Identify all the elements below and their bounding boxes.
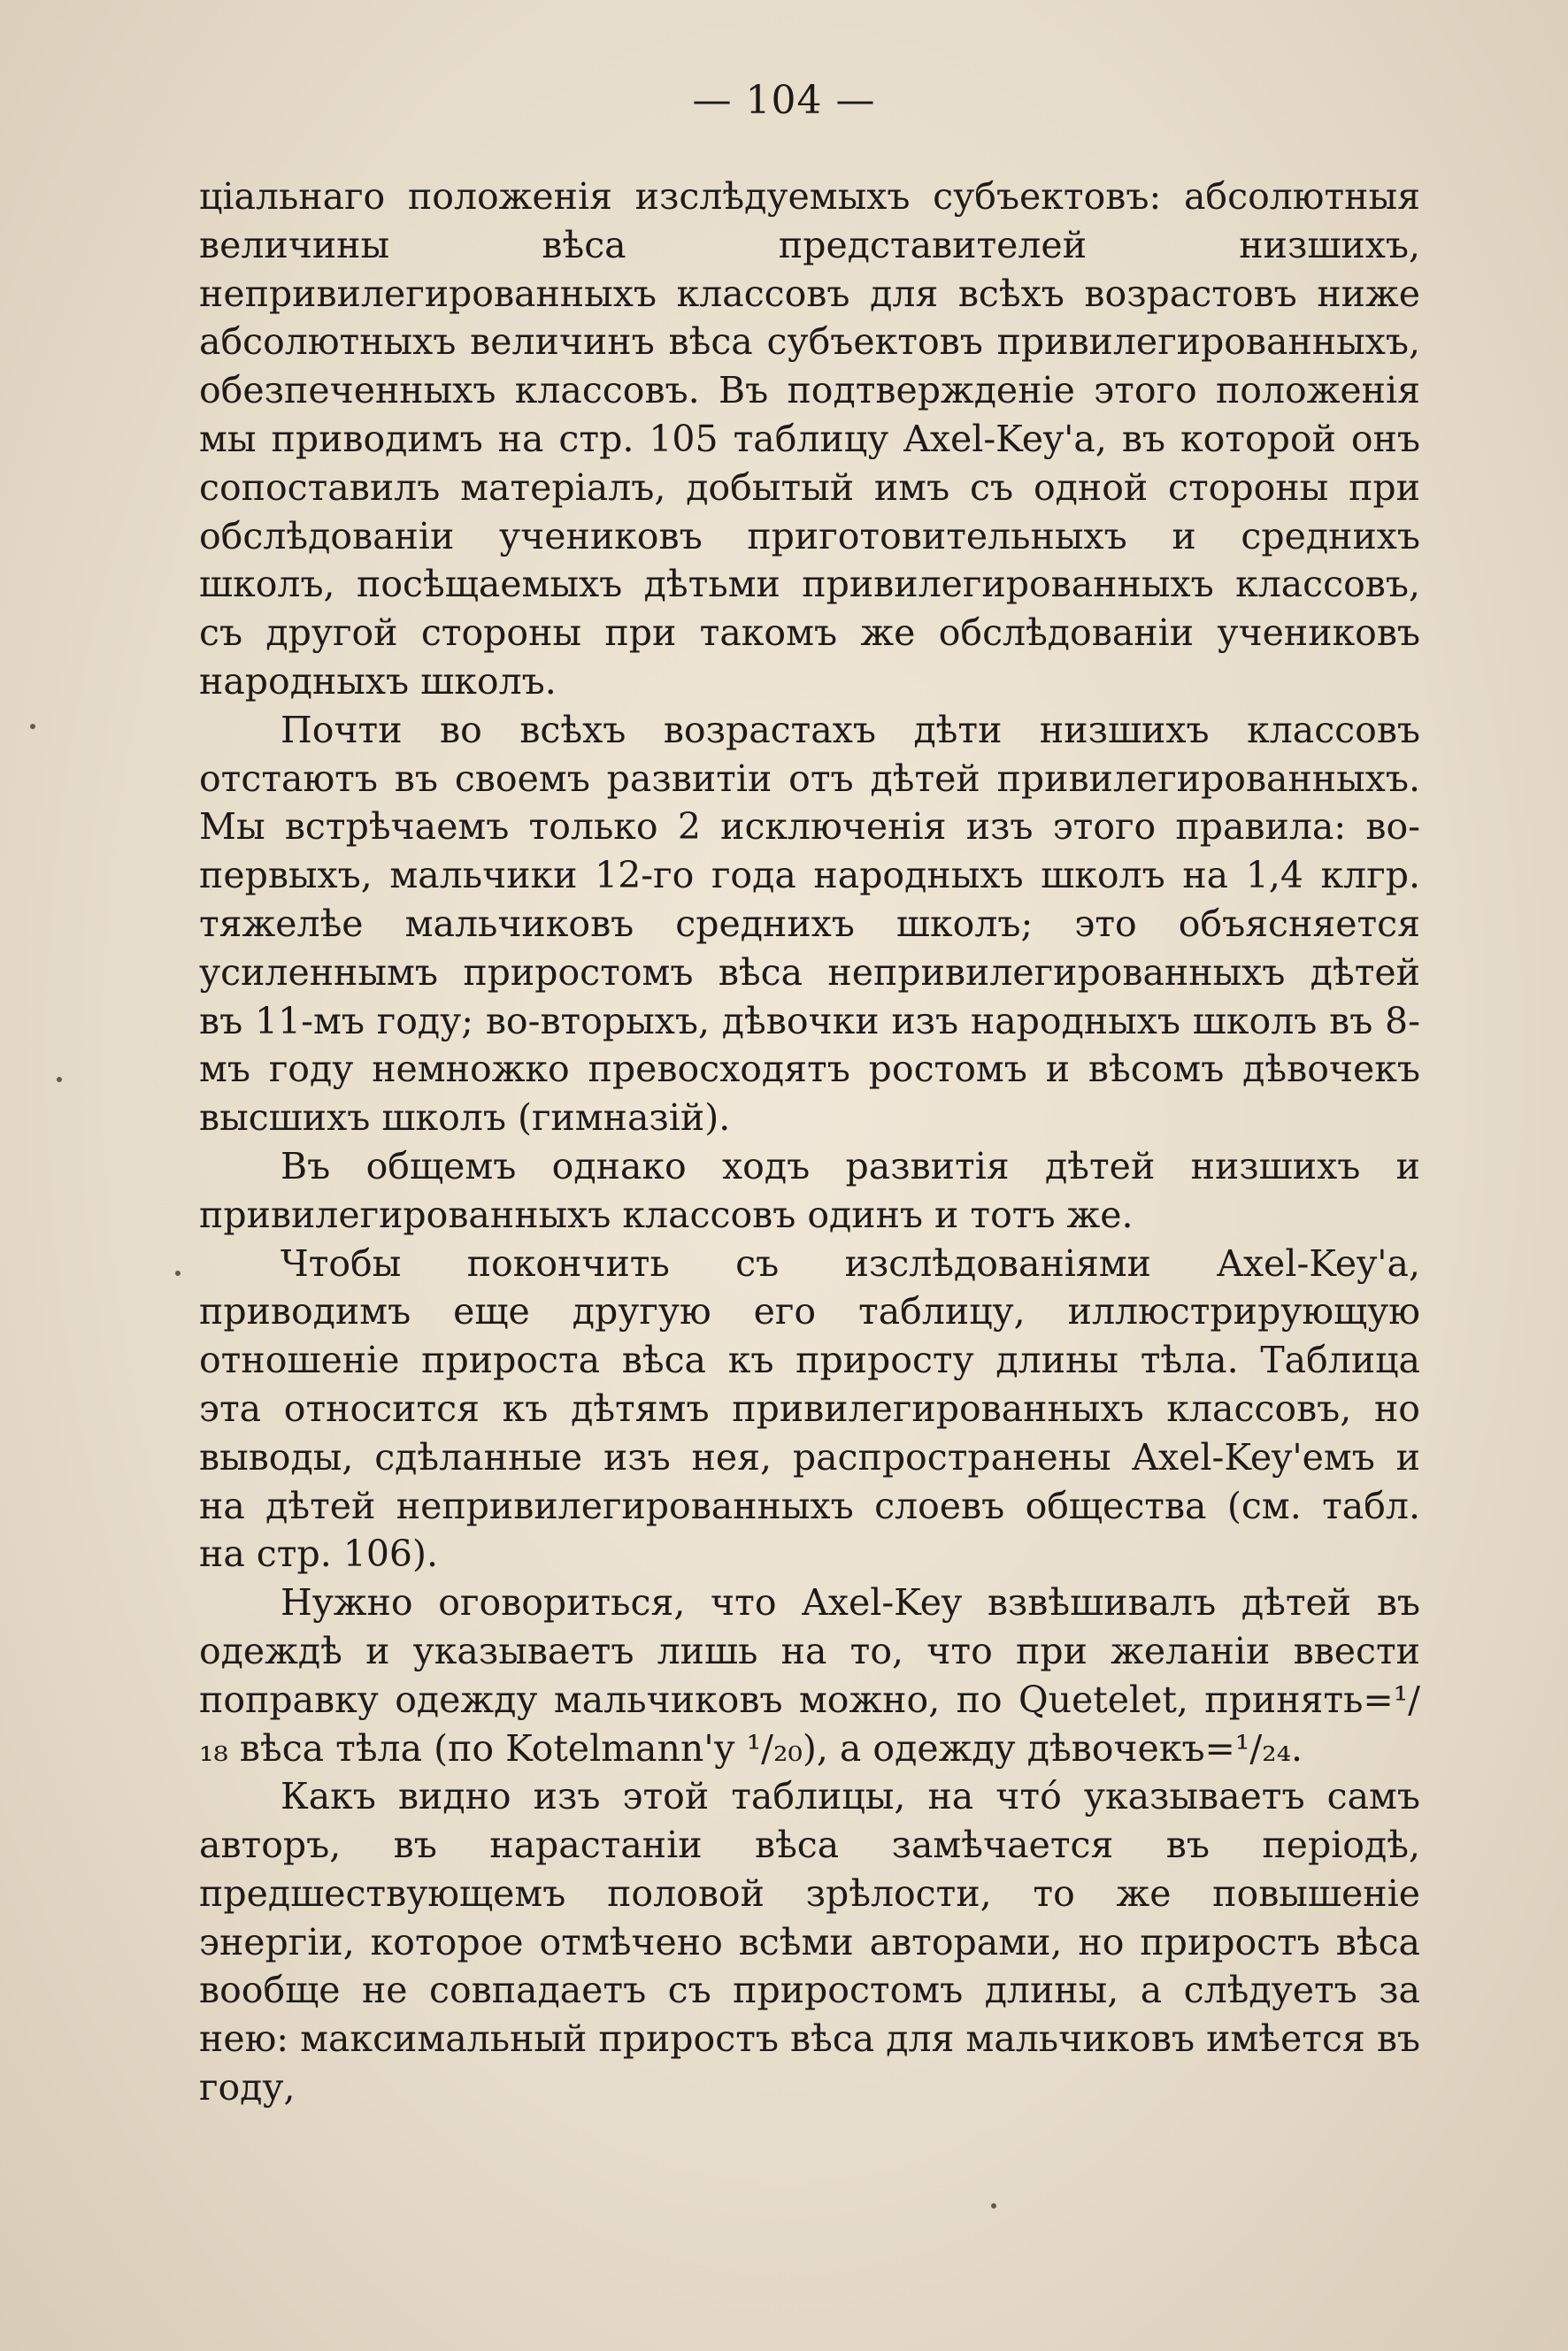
paragraph: Нужно оговориться, что Axel-Key взвѣшивалъ дѣтей въ одеждѣ и указываетъ лишь на то, что при желаніи ввести поправку одежду мальчиковъ можно, по Quetelet, принять=¹/₁₈ вѣса тѣла (по Kotelmann'у ¹/₂₀), а одежду дѣвочекъ=¹/₂₄. — [199, 1581, 1420, 1770]
paragraph: Въ общемъ однако ходъ развитія дѣтей низшихъ и привилегированныхъ классовъ одинъ и тотъ же. — [199, 1144, 1420, 1236]
page-number: — 104 — — [692, 78, 876, 123]
paragraph-continued: ціальнаго положенія изслѣдуемыхъ субъектовъ: абсолютныя величины вѣса представителей низшихъ, непривилегированныхъ классовъ для всѣхъ возрастовъ ниже абсолютныхъ величинъ вѣса субъектовъ привилегированныхъ, обезпеченныхъ классовъ. Въ подтвержденіе этого положенія мы приводимъ на стр. 105 таблицу Axel-Key'а, въ которой онъ сопоставилъ матеріалъ, добытый имъ съ одной стороны при обслѣдованіи учениковъ приготовительныхъ и среднихъ школъ, посѣщаемыхъ дѣтьми привилегированныхъ классовъ, съ другой стороны при такомъ же обслѣдованіи учениковъ народныхъ школъ. — [199, 175, 1420, 703]
paragraph: Чтобы покончить съ изслѣдованіями Axel-Key'а, приводимъ еще другую его таблицу, иллюстрирующую отношеніе прироста вѣса къ приросту длины тѣла. Таблица эта относится къ дѣтямъ привилегированныхъ классовъ, но выводы, сдѣланные изъ нея, распространены Axel-Key'емъ и на дѣтей непривилегированныхъ слоевъ общества (см. табл. на стр. 106). — [199, 1241, 1420, 1576]
paper-speck — [991, 2203, 996, 2209]
paragraph: Почти во всѣхъ возрастахъ дѣти низшихъ классовъ отстаютъ въ своемъ развитіи отъ дѣтей привилегированныхъ. Мы встрѣчаемъ только 2 исключенія изъ этого правила: во-первыхъ, мальчики 12-го года народныхъ школъ на 1,4 клгр. тяжелѣе мальчиковъ среднихъ школъ; это объясняется усиленнымъ приростомъ вѣса непривилегированныхъ дѣтей въ 11-мъ году; во-вторыхъ, дѣвочки изъ народныхъ школъ въ 8-мъ году немножко превосходятъ ростомъ и вѣсомъ дѣвочекъ высшихъ школъ (гимназій). — [199, 708, 1420, 1140]
paper-speck — [30, 724, 35, 729]
paper-speck — [175, 1271, 181, 1276]
paper-speck — [57, 1077, 62, 1082]
page-text — [199, 173, 1420, 2112]
paragraph: Какъ видно изъ этой таблицы, на чтó указываетъ самъ авторъ, въ нарастаніи вѣса замѣчается въ періодѣ, предшествующемъ половой зрѣлости, то же повышеніе энергіи, которое отмѣчено всѣми авторами, но приростъ вѣса вообще не совпадаетъ съ приростомъ длины, а слѣдуетъ за нею: максимальный приростъ вѣса для мальчиковъ имѣется въ году, — [199, 1775, 1420, 2109]
